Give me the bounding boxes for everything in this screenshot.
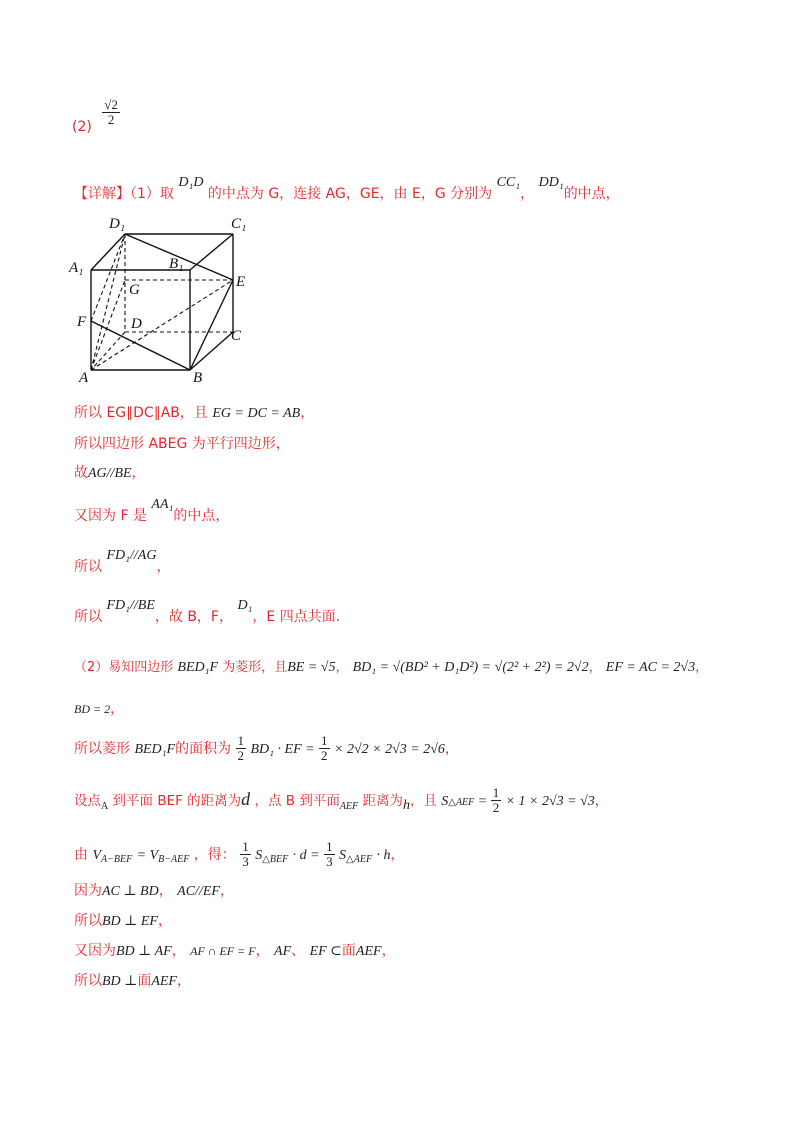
line-parallelogram — [74, 433, 290, 453]
text-span: 由 — [74, 846, 88, 863]
math-eq: BD ⊥ EF — [102, 914, 158, 929]
numerator: 1 — [492, 785, 500, 800]
line-eg-parallel — [74, 402, 314, 422]
math-eq: d — [241, 788, 251, 809]
detail-line — [74, 175, 620, 203]
label-d1: D₁ — [109, 216, 126, 232]
detail-mid: 的中点为 G，连接 AG，GE，由 E，G 分别为 — [207, 186, 493, 202]
line-fd1-ag — [74, 548, 171, 576]
text-span: 又因为 — [74, 943, 116, 959]
math-eq: AA₁ — [151, 497, 174, 512]
math-eq: AC ⊥ BD — [102, 884, 159, 899]
math-eq: AC//EF — [177, 884, 220, 899]
math-eq: B−AEF — [158, 853, 190, 865]
text-span: 因为 — [74, 883, 102, 899]
detail-tag: 【详解】 — [74, 186, 130, 202]
text-span: ， — [390, 846, 405, 863]
fraction — [324, 840, 335, 870]
text-span: 所以 — [74, 973, 102, 989]
text-span: 面 — [341, 943, 356, 959]
line-coplanar — [74, 598, 341, 626]
answer-denominator: 2 — [107, 112, 115, 128]
label-b: B — [193, 370, 203, 385]
text-span: 为菱形，且 — [222, 660, 288, 675]
label-a: A — [79, 370, 89, 385]
denominator: 3 — [326, 854, 333, 870]
math-eq: BD₁ · EF = — [250, 741, 315, 757]
math-eq: BD = 2 — [74, 702, 111, 716]
line-rhombus — [74, 656, 708, 676]
line-volume — [74, 840, 405, 870]
text-span: 到平面 BEF 的距离为 — [112, 792, 242, 809]
text-span: （2）易知四边形 — [74, 660, 174, 675]
text-span: ， — [695, 660, 709, 675]
math-eq: · h — [376, 847, 391, 863]
text-span: 所以 — [74, 609, 102, 625]
text-span: ， — [131, 465, 146, 481]
math-eq: AEF — [339, 800, 359, 812]
text-span: ， — [219, 883, 234, 899]
math-eq: AF ∩ EF = F — [190, 944, 256, 958]
text-span: ，得： — [193, 846, 236, 863]
label-f: F — [77, 314, 87, 330]
text-span: ， — [157, 913, 172, 929]
text-span: 所以 — [74, 559, 102, 575]
text-span: ， — [110, 701, 125, 717]
line-bd-af — [74, 940, 396, 960]
denominator: 2 — [492, 800, 500, 816]
line-bd-ef — [74, 910, 172, 930]
math-eq: S — [339, 847, 347, 863]
math-eq: = — [478, 793, 487, 809]
math-eq: FD₁//AG — [106, 548, 157, 563]
text-span: 的中点， — [173, 508, 230, 524]
math-eq: BED₁F — [134, 741, 176, 757]
segment-d1d: D₁D — [178, 175, 204, 190]
math-eq: BD₁ = √(BD² + D₁D²) = √(2² + 2²) = 2√2 — [352, 660, 589, 675]
line-f-midpoint — [74, 497, 230, 525]
denominator: 2 — [237, 748, 245, 764]
fraction — [491, 786, 502, 816]
cube-figure — [65, 210, 255, 385]
segment-cc1: CC₁ — [496, 175, 521, 190]
numerator: 1 — [326, 839, 333, 854]
math-eq: EG = DC = AB — [212, 406, 301, 421]
label-g: G — [129, 282, 140, 298]
answer-numerator: √2 — [104, 97, 118, 112]
fraction — [319, 734, 330, 764]
text-span: ， — [588, 660, 602, 675]
math-eq: △AEF — [346, 853, 373, 865]
text-span: 距离为 — [362, 792, 403, 809]
text-span: ， — [381, 943, 396, 959]
detail-sep: ， — [520, 186, 535, 202]
line-distance — [74, 786, 608, 816]
math-eq: A — [101, 800, 109, 812]
text-span: ，且 — [409, 792, 437, 809]
text-span: ， — [444, 740, 459, 757]
math-eq: △BEF — [262, 853, 289, 865]
part2-answer — [72, 97, 120, 135]
label-a1: A₁ — [69, 260, 84, 276]
detail-prefix: （1）取 — [130, 186, 174, 202]
math-eq: × 2√2 × 2√3 = 2√6 — [334, 741, 445, 757]
text-span: ， — [171, 943, 186, 959]
line-bd — [74, 698, 124, 718]
text-span: ，点 B 到平面 — [254, 792, 340, 809]
label-c: C — [231, 328, 242, 344]
text-span: ，故 B，F， — [154, 609, 233, 625]
text-span: ， — [335, 660, 349, 675]
text-span: ， — [176, 973, 191, 989]
math-eq: · d = — [292, 847, 320, 863]
text-span: 所以 — [74, 913, 102, 929]
part2-label: (2) — [72, 118, 92, 135]
math-eq: EF = AC = 2√3 — [605, 660, 696, 675]
text-span: ， — [594, 792, 609, 809]
label-d: D — [131, 316, 142, 332]
math-eq: AF — [274, 944, 292, 959]
math-eq: BED₁F — [177, 660, 219, 675]
text-span: 设点 — [74, 792, 101, 809]
math-eq: FD₁//BE — [106, 598, 155, 613]
text-span: ，E 四点共面. — [252, 609, 341, 625]
text-span: ， — [156, 559, 171, 575]
text-span: 故 — [74, 465, 88, 481]
text-span: 所以菱形 — [74, 740, 130, 757]
math-eq: S — [255, 847, 263, 863]
math-eq: EF ⊂ — [309, 944, 342, 959]
text-span: 、 — [291, 943, 306, 959]
text-span: 又因为 F 是 — [74, 508, 147, 524]
math-eq: BE = √5 — [287, 660, 336, 675]
math-eq: D₁ — [237, 598, 253, 613]
numerator: 1 — [237, 733, 245, 748]
text-span: ， — [300, 405, 315, 421]
fraction — [236, 734, 247, 764]
answer-fraction — [102, 98, 120, 128]
denominator: 2 — [321, 748, 328, 764]
denominator: 3 — [242, 854, 249, 870]
line-conclusion — [74, 970, 191, 990]
label-b1: B₁ — [169, 256, 184, 272]
line-ag-be — [74, 462, 146, 482]
math-eq: S — [441, 793, 449, 809]
math-eq: BD ⊥ AF — [116, 944, 172, 959]
math-eq: AG//BE — [88, 466, 132, 481]
math-eq: △AEF — [448, 796, 475, 808]
label-e: E — [236, 274, 246, 290]
numerator: 1 — [321, 733, 328, 748]
line-ac-perp — [74, 880, 234, 900]
math-eq: × 1 × 2√3 = √3 — [505, 793, 595, 809]
math-eq: V — [92, 847, 102, 863]
math-eq: h — [402, 797, 410, 813]
text-span: 所以 EG∥DC∥AB，且 — [74, 405, 208, 421]
math-eq: = V — [136, 847, 159, 863]
segment-dd1: DD₁ — [538, 175, 564, 190]
text-span: ， — [255, 943, 270, 959]
fraction — [240, 840, 251, 870]
math-eq: AEF — [151, 974, 177, 989]
text-span: ， — [158, 883, 173, 899]
text-span: 面 — [137, 973, 152, 989]
numerator: 1 — [242, 839, 249, 854]
detail-suffix: 的中点， — [563, 186, 620, 202]
math-eq: A−BEF — [101, 853, 133, 865]
line-area — [74, 734, 459, 764]
math-eq: BD ⊥ — [102, 974, 138, 989]
label-c1: C₁ — [231, 216, 247, 232]
text-span: 所以四边形 ABEG 为平行四边形， — [74, 436, 290, 452]
math-eq: AEF — [355, 944, 382, 959]
text-span: 的面积为 — [175, 740, 232, 757]
